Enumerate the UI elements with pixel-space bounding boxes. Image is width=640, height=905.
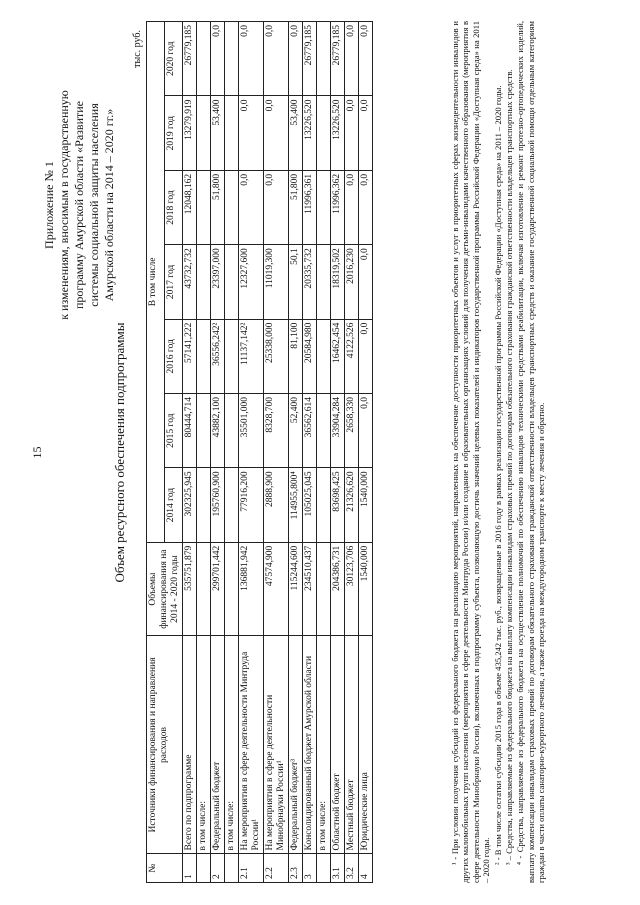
row-name-cell: Областной бюджет (331, 636, 345, 854)
row-name-cell: Федеральный бюджет³ (289, 636, 303, 854)
row-year-cell (197, 393, 211, 467)
row-name-cell: в том числе: (317, 636, 331, 854)
row-year-cell: 26779,185 (183, 22, 197, 96)
header-source: Источники финансирования и направления расходов (147, 636, 183, 854)
row-year-cell: 0,0 (289, 22, 303, 96)
row-year-cell: 2016,230 (345, 245, 359, 319)
appendix-line: Амурской области на 2014 – 2020 гг.» (102, 108, 116, 302)
row-name-cell: Федеральный бюджет (211, 636, 225, 854)
row-year-cell: 33904,284 (331, 393, 345, 467)
row-year-cell: 8328,700 (264, 393, 289, 467)
table-row (345, 22, 359, 883)
table-row (264, 22, 289, 883)
unit-label: тыс. руб. (132, 30, 143, 68)
row-total-cell (317, 542, 331, 636)
header-num: № (147, 854, 183, 883)
row-year-cell: 0,0 (211, 22, 225, 96)
header-year: 2019 год (165, 96, 183, 170)
row-name-cell: в том числе: (197, 636, 211, 854)
row-name-cell: Местный бюджет (345, 636, 359, 854)
row-num-cell (197, 854, 211, 883)
row-year-cell (317, 245, 331, 319)
row-year-cell: 0,0 (345, 96, 359, 170)
row-year-cell: 1540,000 (359, 468, 373, 542)
row-year-cell: 81,100 (289, 319, 303, 393)
header-year: 2016 год (165, 319, 183, 393)
row-name-cell: Всего по подпрограмме (183, 636, 197, 854)
row-year-cell: 12327,600 (239, 245, 264, 319)
row-year-cell: 4122,526 (345, 319, 359, 393)
row-year-cell: 52,400 (289, 393, 303, 467)
row-year-cell: 53,400 (211, 96, 225, 170)
row-year-cell (225, 393, 239, 467)
row-year-cell: 0,0 (359, 245, 373, 319)
row-year-cell: 43882,100 (211, 393, 225, 467)
row-year-cell: 23397,000 (211, 245, 225, 319)
row-num-cell: 3.1 (331, 854, 345, 883)
table-row (183, 22, 197, 883)
row-num-cell: 1 (183, 854, 197, 883)
row-num-cell (317, 854, 331, 883)
row-total-cell: 204386,731 (331, 542, 345, 636)
row-year-cell: 16462,454 (331, 319, 345, 393)
row-year-cell: 51,800 (289, 170, 303, 244)
footnote: ² - В том числе остатки субсидии 2015 года в объеме 435,242 тыс. руб., возвращенные в 2016 году в рамках реализации государственной программы Российской Федерации «Доступная среда» на 2011 – 2020 годы. (492, 85, 503, 865)
row-year-cell: 21326,620 (345, 468, 359, 542)
row-year-cell: 11996,361 (303, 170, 317, 244)
table-row (359, 22, 373, 883)
table-row (331, 22, 345, 883)
footnote: ⁴ - Средства, направляемые из федерального бюджета на осуществление полномочий по обеспечению инвалидов техническими средствами реабилитации, включая изготовление и ремонт протезно-ортопедических изделий, выплату компенсации инвалидам страховых премий по договорам обязательного страхования гражданской ответственности владельцев транспортных средств и оказание государственной социальной помощи отдельным категориям граждан в части оплаты санаторно-курортного лечения, а также проезда на междугородном транспорте к месту лечения и обратно. (515, 21, 547, 883)
row-year-cell: 0,0 (359, 393, 373, 467)
row-year-cell: 0,0 (359, 170, 373, 244)
row-year-cell (197, 170, 211, 244)
row-year-cell: 195760,900 (211, 468, 225, 542)
header-volume: Объемы финансирования на 2014 - 2020 годы (147, 542, 183, 636)
row-year-cell: 0,0 (345, 170, 359, 244)
row-year-cell: 0,0 (264, 96, 289, 170)
row-year-cell: 11996,362 (331, 170, 345, 244)
appendix-line: системы социальной защиты населения (87, 103, 101, 307)
row-year-cell (225, 468, 239, 542)
row-total-cell: 115244,600 (289, 542, 303, 636)
appendix-title: Приложение № 1 (42, 161, 56, 249)
row-year-cell: 26779,185 (303, 22, 317, 96)
row-num-cell: 2.3 (289, 854, 303, 883)
table-title: Объем ресурсного обеспечения подпрограммы (112, 322, 127, 583)
row-num-cell: 3.2 (345, 854, 359, 883)
row-year-cell (197, 22, 211, 96)
row-year-cell: 20584,980 (303, 319, 317, 393)
row-year-cell (225, 245, 239, 319)
row-name-cell: На мероприятия в сфере деятельности Минобрнауки России¹ (264, 636, 289, 854)
row-year-cell: 18319,502 (331, 245, 345, 319)
row-year-cell: 57141,222 (183, 319, 197, 393)
row-year-cell: 0,0 (359, 96, 373, 170)
row-num-cell (225, 854, 239, 883)
row-year-cell: 0,0 (239, 22, 264, 96)
header-including: В том числе (147, 22, 165, 543)
table-row (211, 22, 225, 883)
row-year-cell (197, 96, 211, 170)
row-total-cell (225, 542, 239, 636)
row-year-cell: 11137,142² (239, 319, 264, 393)
table-row (225, 22, 239, 883)
row-total-cell: 234510,437 (303, 542, 317, 636)
row-year-cell: 302325,945 (183, 468, 197, 542)
row-total-cell: 30123,706 (345, 542, 359, 636)
row-year-cell: 43732,732 (183, 245, 197, 319)
row-year-cell: 51,800 (211, 170, 225, 244)
footnote: ¹ - При условии получения субсидий из федерального бюджета на реализацию мероприятий, направленных на обеспечение доступности приоритетных объектов и услуг в приоритетных сферах жизнедеятельности инвалидов и других маломобильных групп населения (мероприятия в сфере деятельности Минтруда России) и/или создание в образовательных организациях условий для получения детьми-инвалидами качественного образования (мероприятия в сфере деятельности Минобрнауки России), включенных в подпрограмму субъекта, позволяющую достичь значений целевых показателей и индикаторов государственной программы Российской Федерации «Доступная среда» на 2011 – 2020 годы. (450, 21, 492, 883)
row-year-cell: 0,0 (264, 170, 289, 244)
row-num-cell: 2.2 (264, 854, 289, 883)
footnote: ³ – Средства, направляемые из федерального бюджета на выплату компенсации инвалидам страховых премий по договорам обязательного страхования гражданской ответственности владельцев транспортных средств. (504, 69, 515, 865)
row-total-cell: 136881,942 (239, 542, 264, 636)
row-year-cell (317, 468, 331, 542)
row-year-cell (225, 22, 239, 96)
row-year-cell: 20335,732 (303, 245, 317, 319)
table-row (317, 22, 331, 883)
appendix-line: программу Амурской области «Развитие (72, 100, 86, 310)
table-row (303, 22, 317, 883)
row-year-cell (317, 170, 331, 244)
row-year-cell: 77916,200 (239, 468, 264, 542)
row-year-cell: 53,400 (289, 96, 303, 170)
row-year-cell (317, 96, 331, 170)
row-num-cell: 2 (211, 854, 225, 883)
row-year-cell: 12048,162 (183, 170, 197, 244)
row-year-cell: 0,0 (239, 96, 264, 170)
row-year-cell (317, 22, 331, 96)
row-year-cell: 13279,919 (183, 96, 197, 170)
appendix-header (42, 25, 117, 385)
row-year-cell: 83698,425 (331, 468, 345, 542)
row-total-cell: 299701,442 (211, 542, 225, 636)
row-total-cell: 47574,900 (264, 542, 289, 636)
row-total-cell: 535751,879 (183, 542, 197, 636)
row-year-cell: 25338,000 (264, 319, 289, 393)
table-body (183, 22, 373, 883)
footnotes (450, 21, 548, 883)
row-num-cell: 2.1 (239, 854, 264, 883)
table-row (239, 22, 264, 883)
row-year-cell (197, 468, 211, 542)
row-year-cell: 0,0 (239, 170, 264, 244)
row-year-cell (197, 319, 211, 393)
page-number: 15 (30, 446, 44, 459)
row-year-cell: 26779,185 (331, 22, 345, 96)
row-year-cell: 13226,520 (303, 96, 317, 170)
header-year: 2020 год (165, 22, 183, 96)
row-year-cell: 2888,900 (264, 468, 289, 542)
row-year-cell (317, 319, 331, 393)
resource-table (146, 21, 373, 883)
row-year-cell: 11019,300 (264, 245, 289, 319)
row-year-cell: 35501,000 (239, 393, 264, 467)
row-year-cell: 13226,520 (331, 96, 345, 170)
row-year-cell: 0,0 (345, 22, 359, 96)
row-year-cell: 114955,800⁴ (289, 468, 303, 542)
row-year-cell (197, 245, 211, 319)
table-row (289, 22, 303, 883)
row-name-cell: Консолидированный бюджет Амурской области (303, 636, 317, 854)
row-year-cell: 50,1 (289, 245, 303, 319)
row-year-cell (225, 319, 239, 393)
row-name-cell: Юридические лица (359, 636, 373, 854)
row-year-cell: 0,0 (264, 22, 289, 96)
header-year: 2017 год (165, 245, 183, 319)
row-year-cell: 2658,330 (345, 393, 359, 467)
table-header-row (147, 22, 165, 883)
row-year-cell (225, 96, 239, 170)
row-name-cell: в том числе: (225, 636, 239, 854)
row-num-cell: 4 (359, 854, 373, 883)
row-total-cell (197, 542, 211, 636)
row-num-cell: 3 (303, 854, 317, 883)
row-year-cell: 0,0 (359, 22, 373, 96)
header-year: 2015 год (165, 393, 183, 467)
table-row (197, 22, 211, 883)
appendix-line: к изменениям, вносимым в государственную (57, 90, 71, 320)
row-year-cell (317, 393, 331, 467)
row-year-cell: 36562,614 (303, 393, 317, 467)
row-year-cell: 105025,045 (303, 468, 317, 542)
header-year: 2018 год (165, 170, 183, 244)
row-total-cell: 1540,000 (359, 542, 373, 636)
row-year-cell: 36556,242² (211, 319, 225, 393)
row-name-cell: На мероприятия в сфере деятельности Минтруда России¹ (239, 636, 264, 854)
header-year: 2014 год (165, 468, 183, 542)
row-year-cell: 0,0 (359, 319, 373, 393)
row-year-cell: 80444,714 (183, 393, 197, 467)
row-year-cell (225, 170, 239, 244)
